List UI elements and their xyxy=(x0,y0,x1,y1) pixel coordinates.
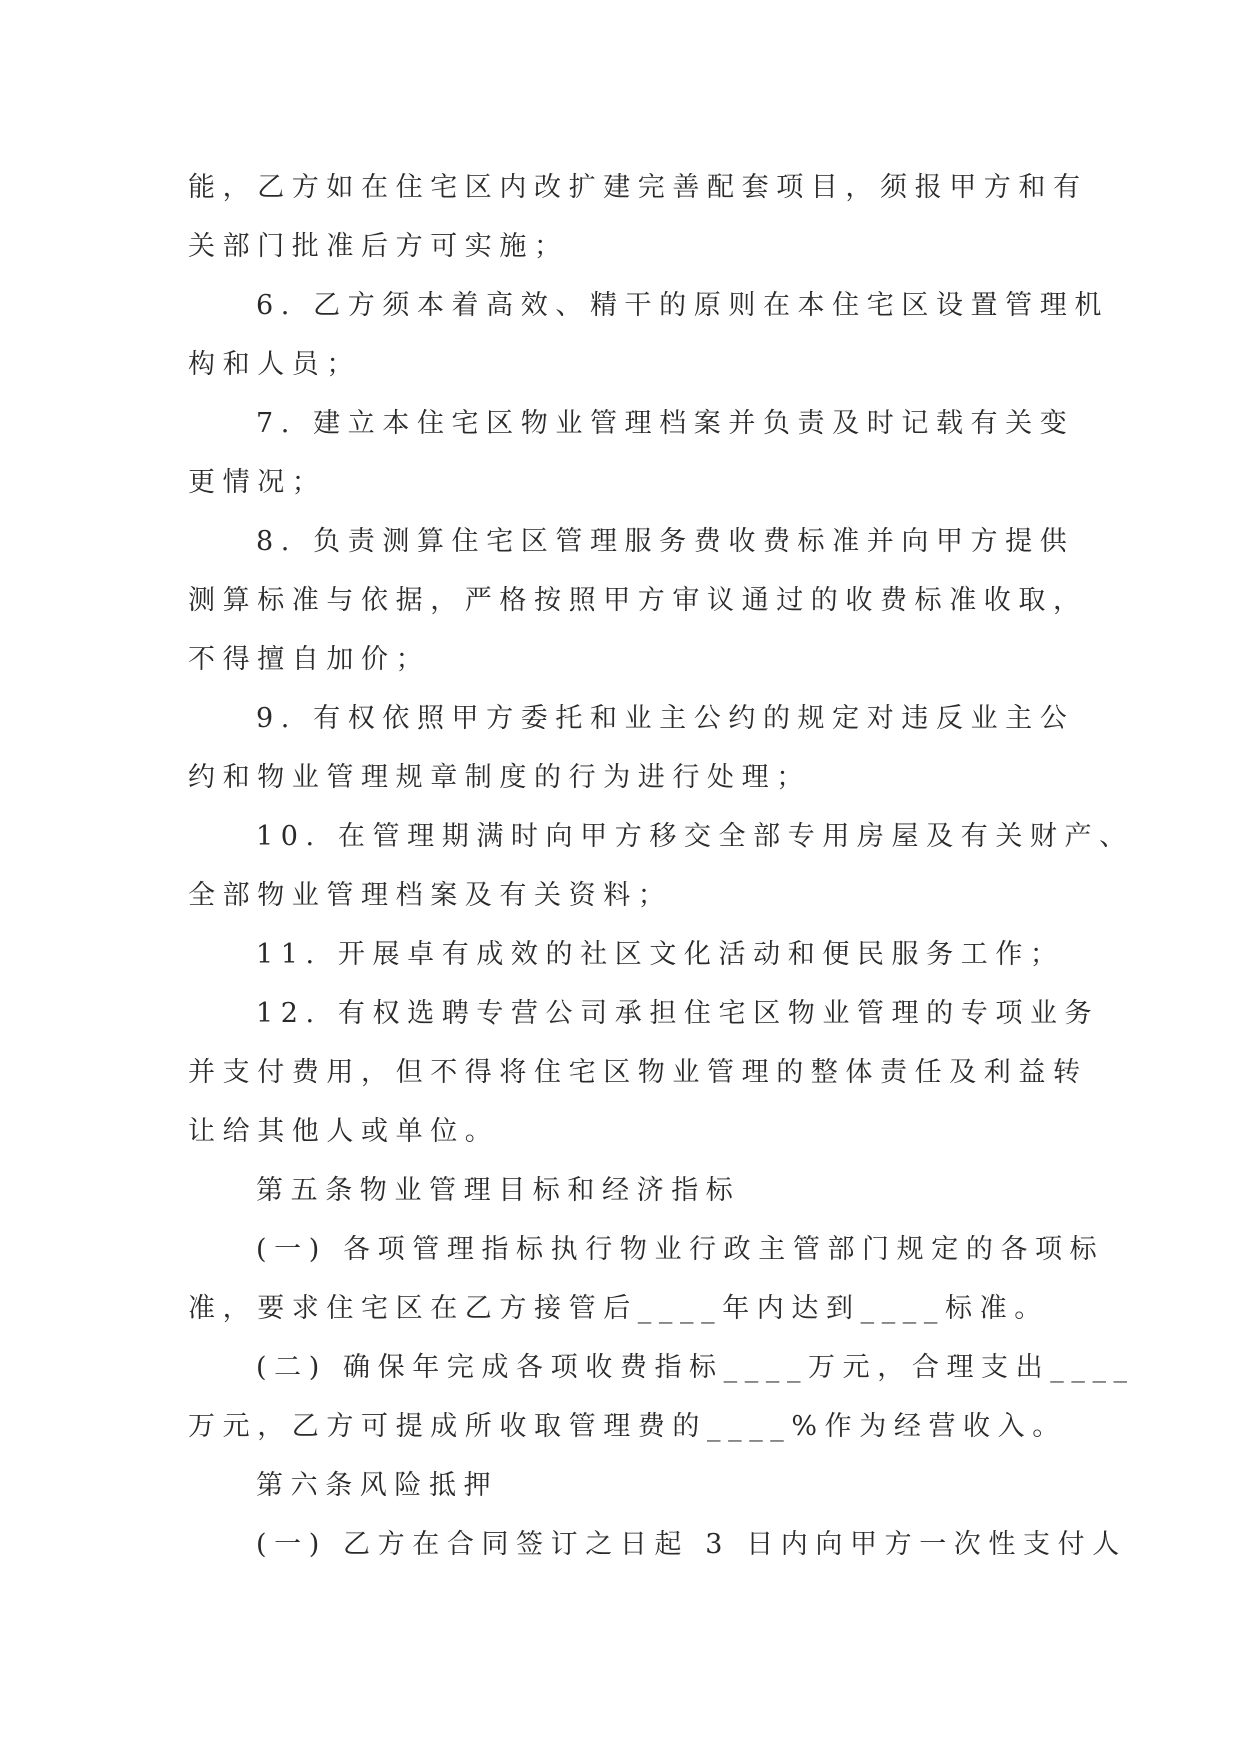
article-5-heading: 第五条物业管理目标和经济指标 xyxy=(256,1175,741,1206)
clause-6: 6. 乙方须本着高效、精干的原则在本住宅区设置管理机 xyxy=(256,290,1109,321)
clause-12: 12. 有权选聘专营公司承担住宅区物业管理的专项业务 xyxy=(256,998,1100,1029)
paragraph-line: 全部物业管理档案及有关资料； xyxy=(188,880,673,911)
paragraph-line: 让给其他人或单位。 xyxy=(188,1116,500,1147)
article-5-item-1: (一) 各项管理指标执行物业行政主管部门规定的各项标 xyxy=(256,1234,1105,1265)
clause-9: 9. 有权依照甲方委托和业主公约的规定对违反业主公 xyxy=(256,703,1075,734)
clause-7: 7. 建立本住宅区物业管理档案并负责及时记载有关变 xyxy=(256,408,1075,439)
clause-8: 8. 负责测算住宅区管理服务费收费标准并向甲方提供 xyxy=(256,526,1075,557)
paragraph-line: 构和人员； xyxy=(188,349,361,380)
paragraph-line: 测算标准与依据，严格按照甲方审议通过的收费标准收取， xyxy=(188,585,1088,616)
clause-10: 10. 在管理期满时向甲方移交全部专用房屋及有关财产、 xyxy=(256,821,1134,852)
paragraph-line: 更情况； xyxy=(188,467,327,498)
article-6-heading: 第六条风险抵押 xyxy=(256,1470,499,1501)
paragraph-line: 关部门批准后方可实施； xyxy=(188,231,569,262)
clause-11: 11. 开展卓有成效的社区文化活动和便民服务工作； xyxy=(256,939,1065,970)
paragraph-line: 准，要求住宅区在乙方接管后____年内达到____标准。 xyxy=(188,1293,1049,1324)
paragraph-line: 并支付费用，但不得将住宅区物业管理的整体责任及利益转 xyxy=(188,1057,1088,1088)
paragraph-line: 万元，乙方可提成所收取管理费的____%作为经营收入。 xyxy=(188,1411,1067,1442)
paragraph-line: 不得擅自加价； xyxy=(188,644,431,675)
article-5-item-2: (二) 确保年完成各项收费指标____万元，合理支出____ xyxy=(256,1352,1135,1383)
paragraph-line: 能，乙方如在住宅区内改扩建完善配套项目，须报甲方和有 xyxy=(188,172,1088,203)
paragraph-line: 约和物业管理规章制度的行为进行处理； xyxy=(188,762,811,793)
article-6-item-1: (一) 乙方在合同签订之日起 3 日内向甲方一次性支付人 xyxy=(256,1529,1127,1560)
document-body xyxy=(188,158,1135,1574)
